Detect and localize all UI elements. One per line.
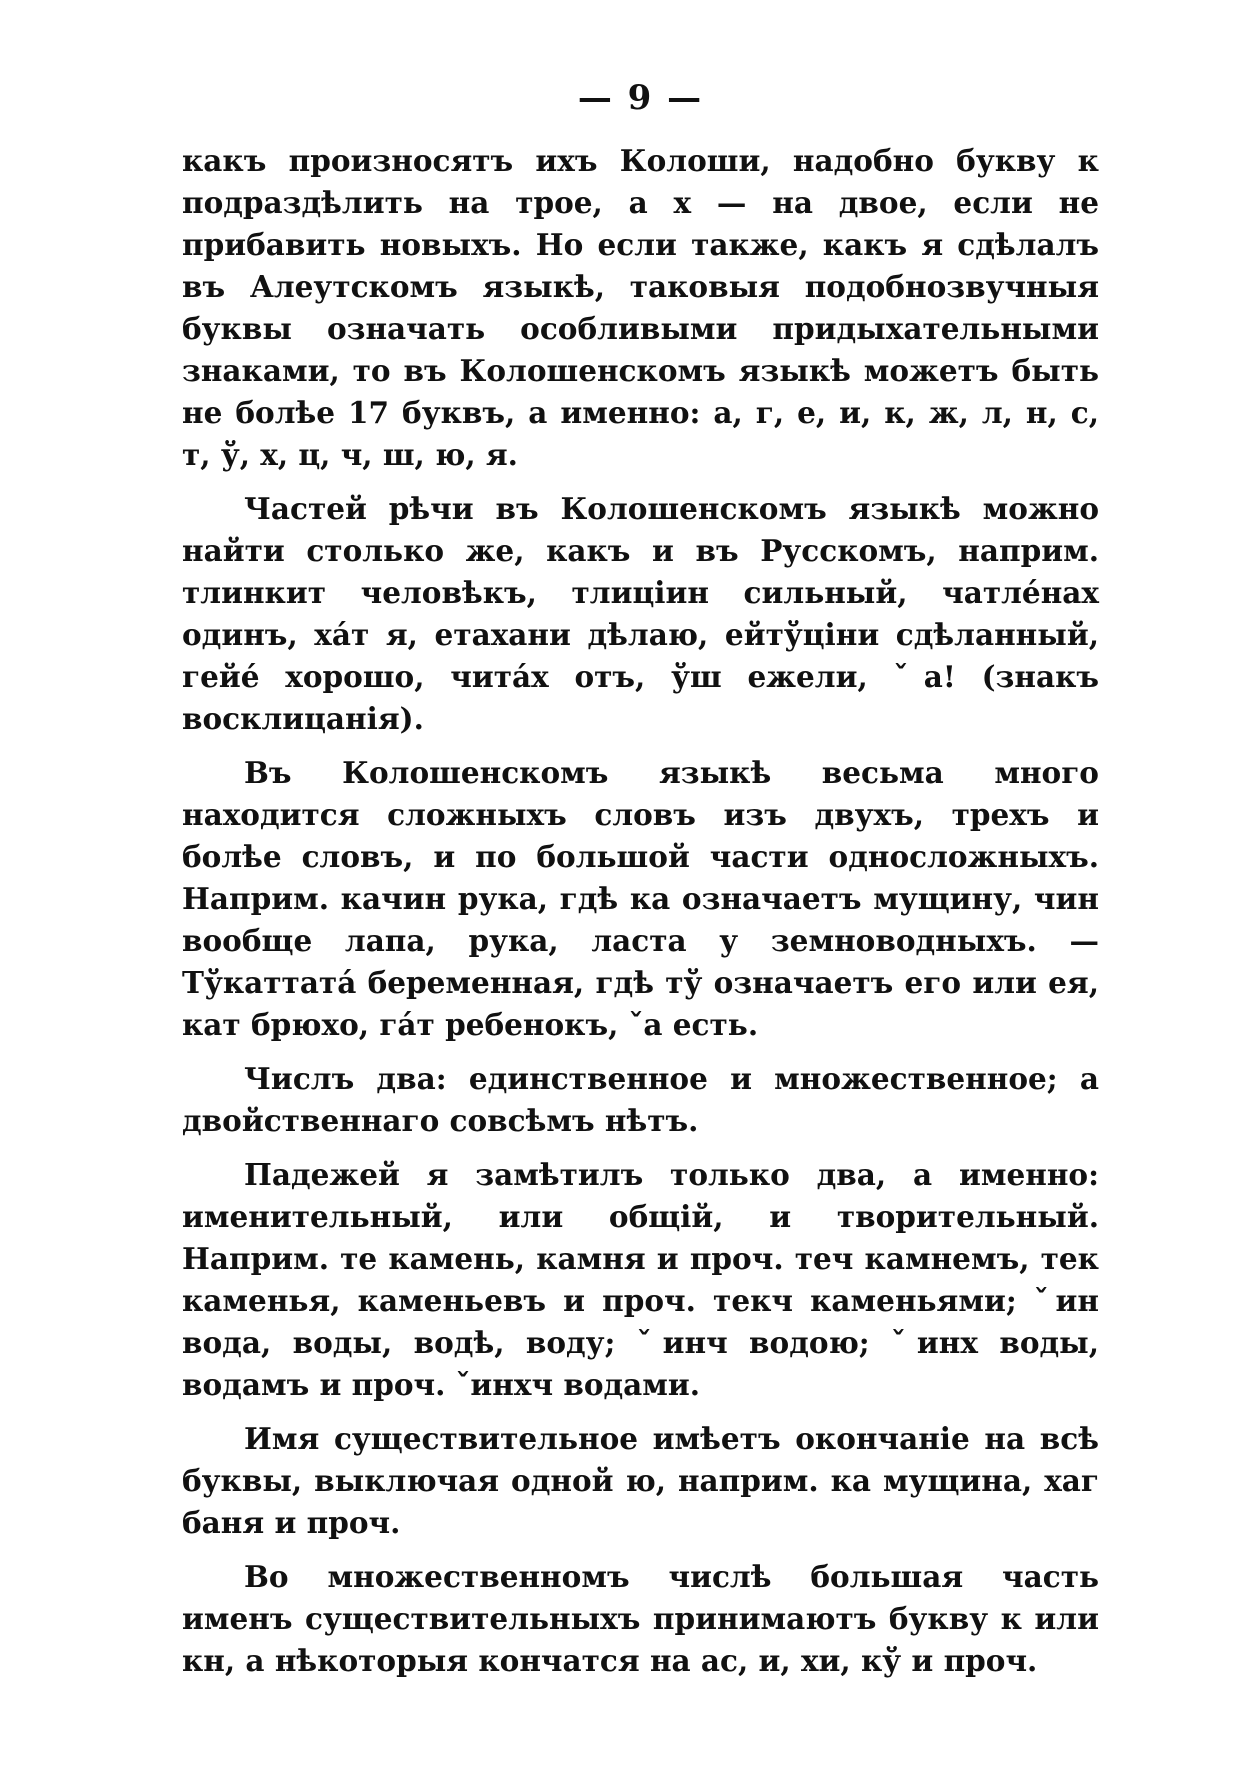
paragraph-1: какъ произносятъ ихъ Колоши, надобно букву к подраздѣлить на трое, а х — на двое, если не прибавить новыхъ. Но если также, какъ я сдѣлалъ въ Алеутскомъ языкѣ, таковыя подобнозвучныя буквы означать особливыми придыхательными знаками, то въ Колошенскомъ языкѣ можетъ быть не болѣе 17 буквъ, а именно: а, г, е, и, к, ж, л, н, с, т, ў, х, ц, ч, ш, ю, я.	[182, 143, 1099, 472]
paragraph-4: Числъ два: единственное и множественное; а двойственнаго совсѣмъ нѣтъ.	[182, 1061, 1099, 1138]
page-number: — 9 —	[577, 78, 704, 118]
paragraph-5: Падежей я замѣтилъ только два, а именно: именительный, или общій, и творительный. Наприм. те камень, камня и проч. теч камнемъ, тек каменья, каменьевъ и проч. текч каменьями; ˇин вода, воды, водѣ, воду; ˇинч водою; ˇинх воды, водамъ и проч. ˇинхч водами.	[182, 1157, 1099, 1402]
paragraph-3: Въ Колошенскомъ языкѣ весьма много находится сложныхъ словъ изъ двухъ, трехъ и болѣе словъ, и по большой части односложныхъ. Наприм. качин рука, гдѣ ка означаетъ мущину, чин вообще лапа, рука, ласта у земноводныхъ. — Тўкаттатá беременная, гдѣ тў означаетъ его или ея, кат брюхо, гáт ребенокъ, ˇа есть.	[182, 755, 1099, 1042]
paragraph-6: Имя существительное имѣетъ окончаніе на всѣ буквы, выключая одной ю, наприм. ка мущина, хаг баня и проч.	[182, 1421, 1099, 1540]
paragraph-2: Частей рѣчи въ Колошенскомъ языкѣ можно найти столько же, какъ и въ Русскомъ, наприм. тлинкит человѣкъ, тлиціин сильный, чатлéнах одинъ, хáт я, етахани дѣлаю, ейтўціни сдѣланный, гейé хорошо, читáх отъ, ўш ежели, ˇа! (знакъ восклицанія).	[182, 491, 1099, 736]
paragraph-7: Во множественномъ числѣ большая часть именъ существительныхъ принимаютъ букву к или кн, а нѣкоторыя кончатся на ас, и, хи, кў и проч.	[182, 1559, 1099, 1678]
